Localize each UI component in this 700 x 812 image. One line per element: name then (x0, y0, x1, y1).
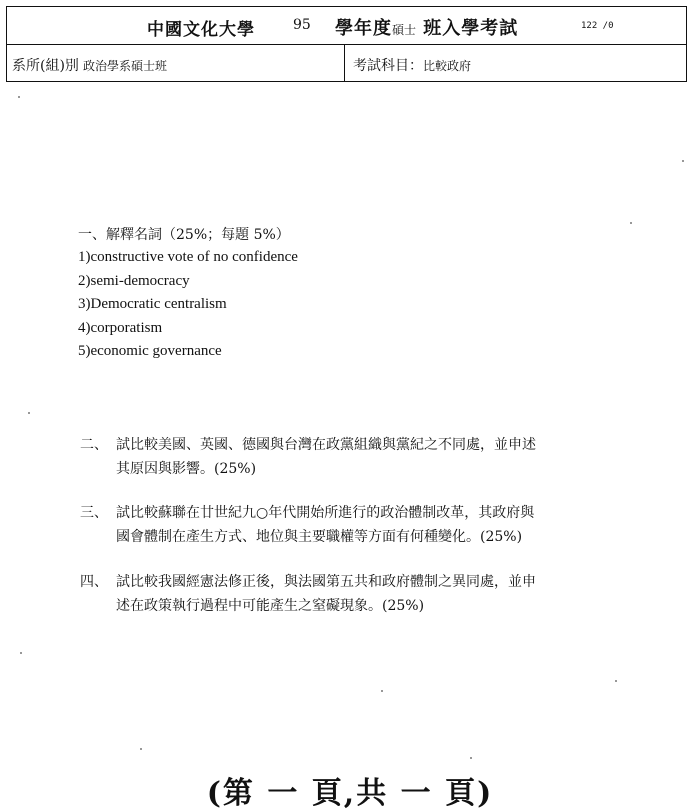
question-4-line-2: 述在政策執行過程中可能產生之窒礙現象。(25%) (116, 598, 425, 614)
scan-speck (470, 757, 472, 759)
question-number: 四、 (80, 574, 108, 590)
term-list (78, 247, 298, 365)
scan-speck (381, 690, 383, 692)
question-3 (80, 501, 534, 549)
term-item: 5)economic governance (78, 343, 222, 359)
scan-speck (140, 748, 142, 750)
term-item: 4)corporatism (78, 319, 163, 336)
question-4 (80, 570, 536, 618)
question-2 (80, 433, 536, 481)
page-code: 122 /0 (581, 21, 614, 31)
question-4-line-1 (80, 570, 536, 594)
question-number: 二、 (80, 437, 108, 453)
question-2-text-1: 試比較美國、英國、德國與台灣在政黨組織與黨紀之不同處，並申述 (116, 437, 536, 453)
department-value: 政治學系碩士班 (82, 59, 167, 73)
academic-year: 95 (293, 17, 311, 33)
question-2-line-1 (80, 433, 536, 457)
scan-speck (20, 652, 22, 654)
subject-label: 考試科目： (353, 58, 423, 74)
question-number: 三、 (80, 505, 108, 521)
question-3-line-1 (80, 501, 534, 525)
exam-title-suffix: 班入學考試 (423, 18, 519, 39)
department-label: 系所(組)別 (12, 58, 79, 74)
school-name: 中國文化大學 (147, 20, 255, 40)
question-3-line-2: 國會體制在產生方式、地位與主要職權等方面有何種變化。(25%) (116, 529, 523, 545)
question-3-text-1: 試比較蘇聯在廿世紀九○年代開始所進行的政治體制改革，其政府與 (116, 505, 535, 521)
exam-degree: 碩士 (392, 23, 417, 37)
subject-value: 比較政府 (423, 59, 472, 73)
question-4-text-1: 試比較我國經憲法修正後，與法國第五共和政府體制之異同處，並申 (116, 574, 536, 590)
scan-speck (18, 96, 20, 98)
page-indicator: (第 一 頁,共 一 頁) (206, 776, 494, 811)
exam-title-prefix: 學年度 (335, 18, 392, 39)
term-item: 3)Democratic centralism (78, 296, 227, 312)
question-2-line-2: 其原因與影響。(25%) (116, 461, 257, 477)
scan-speck (28, 412, 30, 414)
term-item: 2)semi-democracy (78, 272, 190, 289)
scan-speck (630, 222, 632, 224)
scan-speck (615, 680, 617, 682)
scan-speck (682, 160, 684, 162)
term-item: 1)constructive vote of no confidence (78, 249, 298, 265)
question-1-title: 一、解釋名詞（25%；每題 5%） (78, 227, 290, 243)
